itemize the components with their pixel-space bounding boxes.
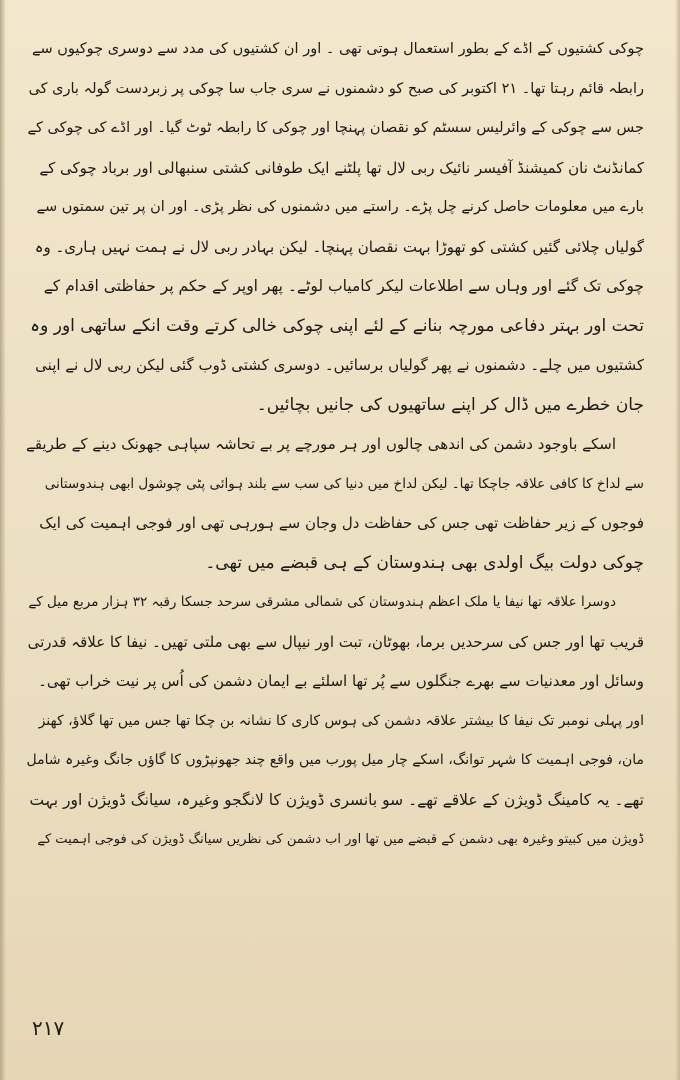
text-line: سے لداخ کا کافی علاقہ جاچکا تھا۔ لیکن لداخ میں دنیا کی سب سے بلند ہوائی پٹی چوشول ابھی ہندوستانی — [44, 475, 644, 492]
text-line: جان خطرے میں ڈال کر اپنے ساتھیوں کی جانیں بچائیں۔ — [256, 394, 644, 415]
text-line: چوکی کشتیوں کے اڈے کے بطور استعمال ہوتی تھی ۔ اور ان کشتیوں کی مدد سے دوسری چوکیوں سے — [31, 41, 644, 57]
text-line: وسائل اور معدنیات سے بھرے جنگلوں سے پُر تھا اسلئے بے ایمان دشمن کی اُس پر نیت خراب تھی۔ — [38, 672, 644, 690]
text-line: قریب تھا اور جس کی سرحدیں برما، بھوٹان، تبت اور نیپال سے بھی ملتی تھیں۔ نیفا کا علاقہ قدرتی — [27, 632, 644, 651]
text-line: اور پہلی نومبر تک نیفا کا بیشتر علاقہ دشمن کی ہوس کاری کا نشانہ بن چکا تھا جس میں تھا گلاؤ، کھنز — [38, 712, 644, 729]
text-line: تھے۔ یہ کامینگ ڈویژن کے علاقے تھے۔ سو بانسری ڈویژن کا لانگجو وغیرہ، سیانگ ڈویژن اور بہت — [29, 790, 644, 809]
text-line: چوکی دولت بیگ اولدی بھی ہندوستان کے ہی قبضے میں تھی۔ — [205, 552, 644, 573]
text-line: کشتیوں میں چلے۔ دشمنوں نے پھر گولیاں برسائیں۔ دوسری کشتی ڈوب گئی لیکن ربی لال نے اپنی — [35, 356, 644, 374]
page-text — [26, 30, 644, 860]
text-line: چوکی تک گئے اور وہاں سے اطلاعات لیکر کامیاب لوٹے۔ پھر اوپر کے حکم پر حفاظتی اقدام کے — [43, 277, 644, 295]
text-line: دوسرا علاقہ تھا نیفا یا ملک اعظم ہندوستان کی شمالی مشرقی سرحد جسکا رقبہ ۳۲ ہزار مربع میل کے — [28, 594, 616, 610]
text-line: جس سے چوکی کے وائرلیس سسٹم کو نقصان پہنچا اور چوکی کا رابطہ ٹوٹ گیا۔ اور اڈے کی چوکی کے — [27, 120, 644, 136]
page-number: ۲۱۷ — [32, 1016, 65, 1040]
text-line: بارے میں معلومات حاصل کرنے چل پڑے۔ راستے میں دشمنوں کی نظر پڑی۔ اور ان پر تین سمتوں سے — [36, 199, 644, 215]
page-edge-left — [0, 0, 6, 1080]
text-line: فوجوں کے زیر حفاظت تھی جس کی حفاظت دل وجان سے ہورہی تھی اور فوجی اہمیت کی ایک — [39, 514, 644, 532]
text-line: گولیاں چلائی گئیں کشتی کو تھوڑا بہت نقصان پہنچا۔ لیکن بہادر ربی لال نے ہمت نہیں ہاری۔ وہ — [34, 237, 644, 256]
page-edge-right — [675, 0, 680, 1080]
text-line: کمانڈنٹ نان کمیشنڈ آفیسر نائیک ربی لال تھا پلٹنے ایک طوفانی کشتی سنبھالی اور برباد چوکی کے — [39, 158, 644, 177]
text-line: اسکے باوجود دشمن کی اندھی چالوں اور ہر مورچے پر بے تحاشہ سپاہی جھونک دینے کے طریقے — [26, 435, 616, 453]
text-line: تحت اور بہتر دفاعی مورچہ بنانے کے لئے اپنی چوکی خالی کرتے وقت انکے ساتھی اور وہ — [30, 315, 644, 336]
text-line: رابطہ قائم رہتا تھا۔ ۲۱ اکتوبر کی صبح کو دشمنوں نے سری جاب سا چوکی پر زبردست گولہ باری کی — [28, 80, 644, 97]
text-line: مان، فوجی اہمیت کا شہر توانگ، اسکے چار میل پورب میں واقع چند جھونپڑوں کا گاؤں جانگ وغیرہ شامل — [26, 752, 644, 768]
text-line: ڈویژن میں کبیتو وغیرہ بھی دشمن کے قبضے میں تھا اور اب دشمن کی نظریں سیانگ ڈویژن کی فوجی اہمیت کے — [37, 832, 644, 847]
